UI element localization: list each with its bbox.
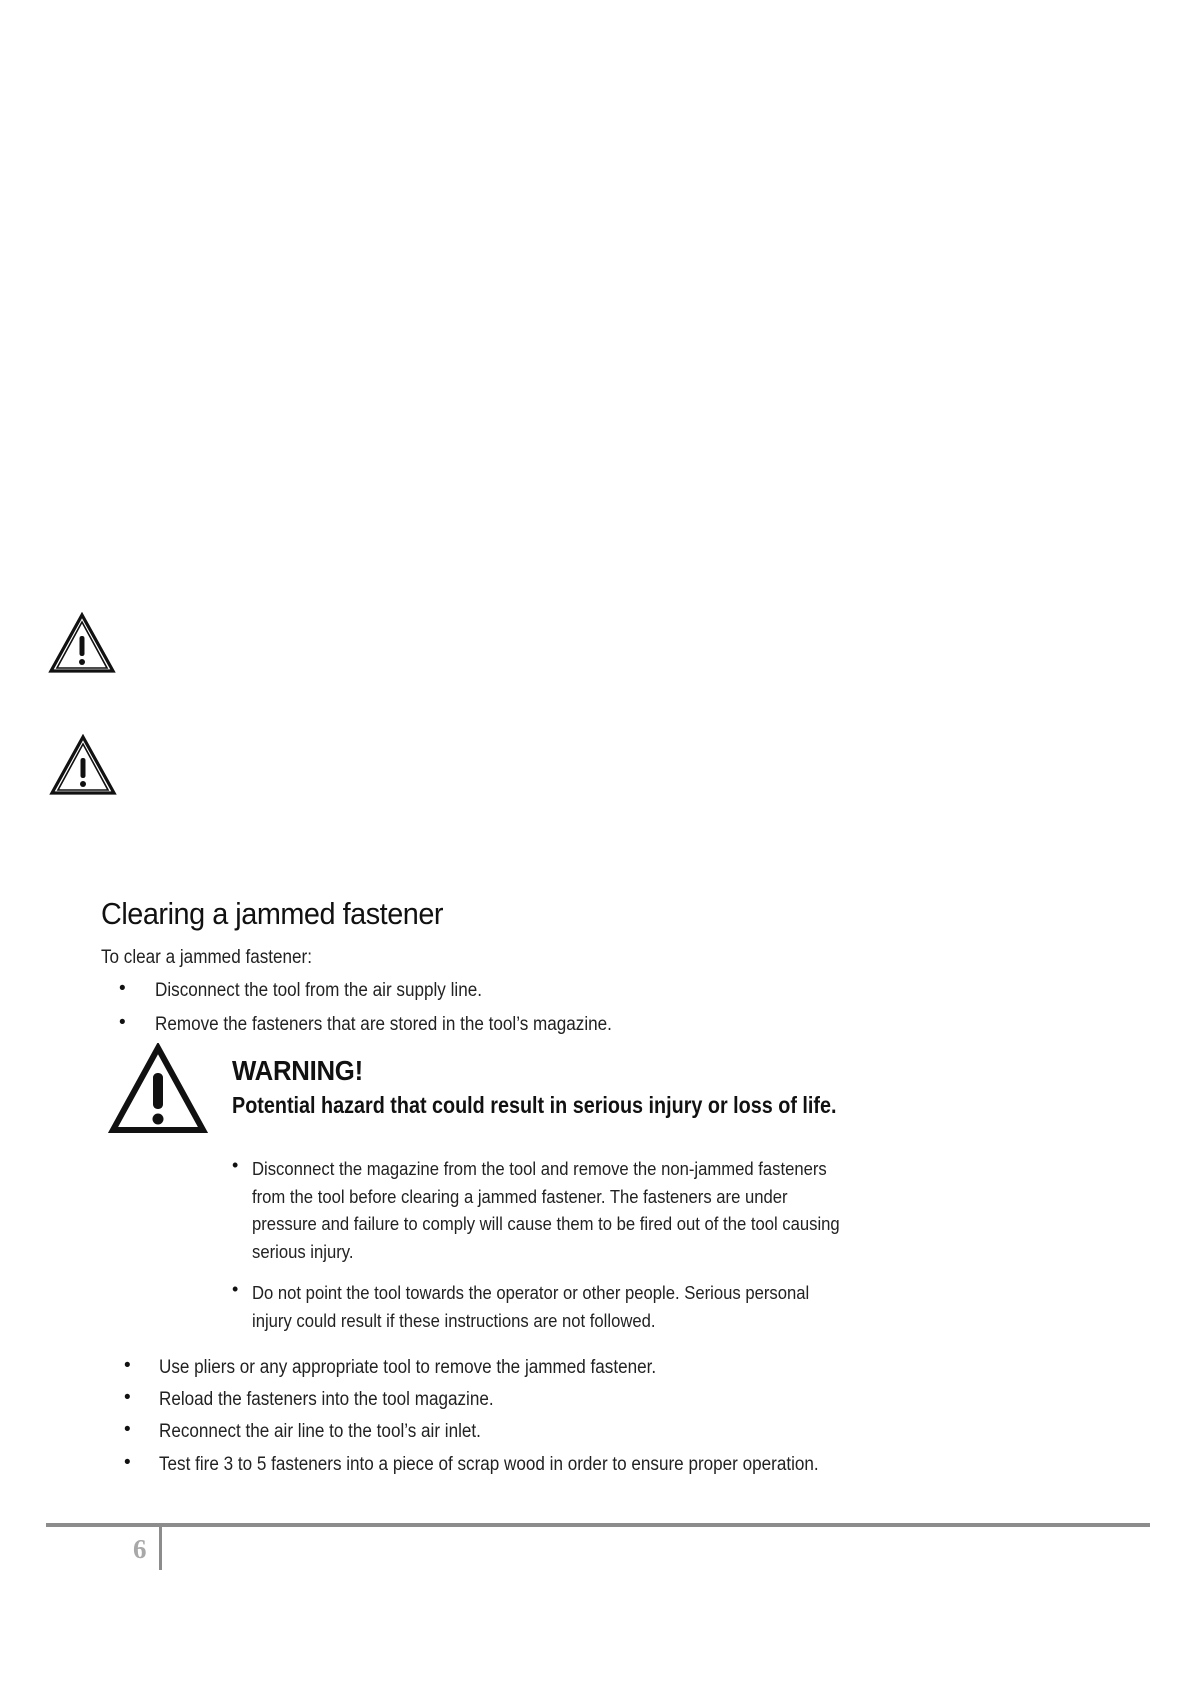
list-item: Reconnect the air line to the tool’s air inlet.	[159, 1421, 481, 1442]
page-number: 6	[133, 1534, 147, 1564]
section-title: Clearing a jammed fastener	[101, 896, 444, 931]
warning-triangle-icon	[108, 1043, 208, 1135]
bullet: •	[119, 978, 126, 999]
list-item: Use pliers or any appropriate tool to remove the jammed fastener.	[159, 1357, 657, 1378]
bullet: •	[124, 1452, 131, 1473]
bullet: •	[232, 1155, 239, 1175]
list-item: Remove the fasteners that are stored in the tool’s magazine.	[155, 1014, 612, 1035]
bullet: •	[119, 1012, 126, 1033]
list-item: Reload the fasteners into the tool magazine.	[159, 1389, 494, 1410]
bullet: •	[124, 1355, 131, 1376]
bullet: •	[124, 1387, 131, 1408]
list-item: Do not point the tool towards the operator or other people. Serious personal injury could result if these instructions are not followed.	[252, 1282, 810, 1331]
bullet: •	[124, 1419, 131, 1440]
section-intro: To clear a jammed fastener:	[101, 947, 313, 968]
list-item: Disconnect the tool from the air supply line.	[155, 980, 482, 1001]
warning-heading: WARNING!	[232, 1055, 363, 1086]
warning-subheading: Potential hazard that could result in serious injury or loss of life.	[232, 1092, 837, 1118]
list-item: Test fire 3 to 5 fasteners into a piece of scrap wood in order to ensure proper operation.	[159, 1454, 819, 1475]
footer-divider	[159, 1525, 162, 1570]
list-item: Disconnect the magazine from the tool and remove the non-jammed fasteners from the tool before clearing a jammed fastener. The fasteners are under pressure and failure to comply will cause them to be fired out of the tool causing serious injury.	[252, 1158, 840, 1262]
warning-triangle-icon	[48, 612, 116, 674]
bullet: •	[232, 1279, 239, 1299]
footer-rule	[46, 1523, 1150, 1527]
warning-triangle-icon	[49, 734, 117, 796]
